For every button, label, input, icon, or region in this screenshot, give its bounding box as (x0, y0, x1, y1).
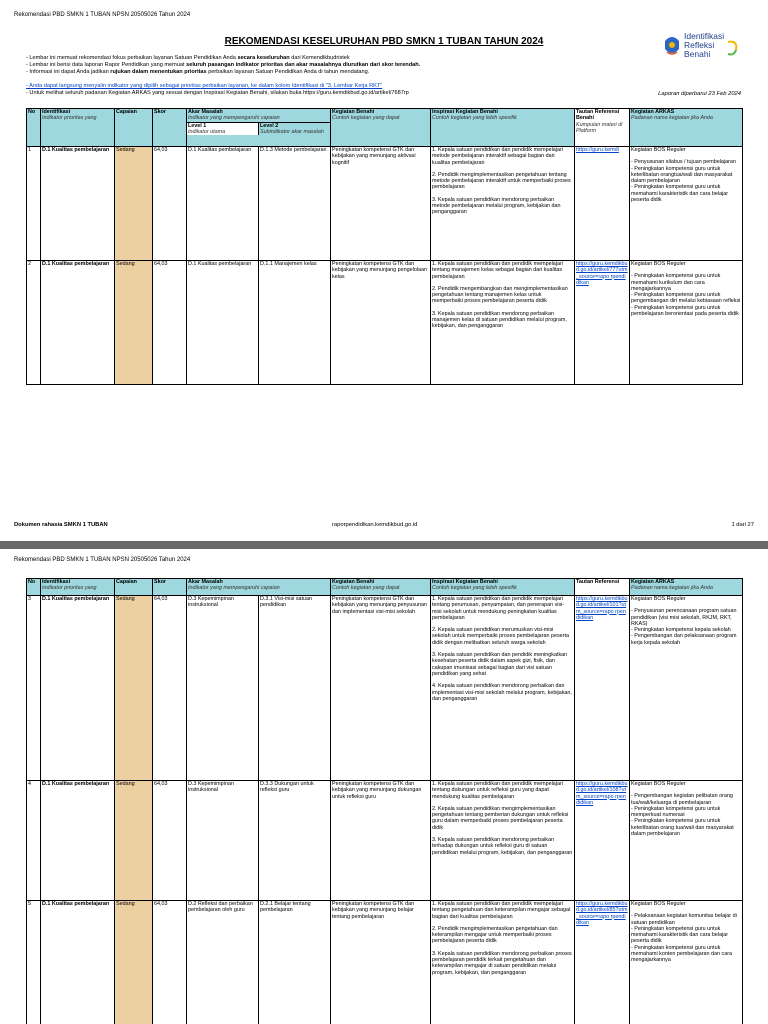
row-level-1: D.3 Kepemimpinan instruksional (187, 781, 259, 901)
row-skor: 64,03 (153, 261, 187, 385)
note-1: - Lembar ini memuat rekomendasi fokus perbaikan layanan Satuan Pendidikan Anda secara keseluruhan dari Kemendikbudristek (26, 55, 350, 61)
col-kegiatan: Kegiatan Benahi Contoh kegiatan yang dapat (331, 109, 431, 147)
table-row (27, 596, 743, 781)
footer-left: Dokumen rahasia SMKN 1 TUBAN (14, 522, 108, 528)
row-tautan-link[interactable]: https://guru.kemdikbud.go.id/artikel/85?utm_source=rapo rpendidikan (575, 901, 630, 1024)
logo-icon (662, 35, 682, 61)
row-identifikasi: D.1 Kualitas pembelajaran (41, 147, 115, 261)
row-identifikasi: D.1 Kualitas pembelajaran (41, 781, 115, 901)
document-header: Rekomendasi PBD SMKN 1 TUBAN NPSN 20505026 Tahun 2024 (14, 12, 191, 18)
col-capaian: Capaian (115, 579, 153, 596)
col-tautan: Tautan Referensi (575, 579, 630, 596)
col-level-2: Level 2 Subindikator akar masalah (258, 123, 330, 136)
row-capaian: Sedang (115, 781, 153, 901)
row-no: 5 (27, 901, 41, 1024)
instruction-links (26, 83, 586, 97)
link-arkas[interactable]: - Untuk melihat seluruh padanan Kegiatan ARKAS yang sesuai dengan Inspirasi Kegiatan Benahi, silakan buka https://guru.kemdikbud.go.id/artikel/7687rp (26, 89, 409, 96)
row-tautan-link[interactable]: https://guru.kemdikbud.go.id/artikel/101?utm_source=rapo rpendidikan (575, 596, 630, 781)
row-capaian: Sedang (115, 147, 153, 261)
updated-date: Laporan diperbarui 23 Feb 2024 (658, 91, 741, 97)
row-no: 2 (27, 261, 41, 385)
row-skor: 64,03 (153, 596, 187, 781)
row-kegiatan: Peningkatan kompetensi GTK dan kebijakan yang menunjang pengelolaan kelas (331, 261, 431, 385)
recommendation-table-continued (26, 578, 743, 1024)
row-skor: 64,03 (153, 781, 187, 901)
row-kegiatan: Peningkatan kompetensi GTK dan kebijakan yang menunjang penyusunan dan implementasi visi-misi sekolah (331, 596, 431, 781)
table-row (27, 261, 743, 385)
row-capaian: Sedang (115, 261, 153, 385)
logo (662, 32, 742, 64)
row-tautan-link[interactable]: https://guru.kemdikbud.go.id/artikel/777utm_source=rapo rpendidikan (575, 261, 630, 385)
row-identifikasi: D.1 Kualitas pembelajaran (41, 901, 115, 1024)
row-inspirasi: 1. Kepala satuan pendidikan dan pendidik mempelajari tentang pengetahuan dan keterampilan mengajar sebagai bagian dari kualitas pembelajaran 2. Pendidik mengimplementasikan pengetahuan dan keterampilan mengajar untuk memperbaiki proses pembelajaran peserta didik 3. Kepala satuan pendidikan mendorong perbaikan proses pembelajaran pendidik terkait pengetahuan dan keterampilan mengajar di satuan pendidikan melalui program, kebijakan, dan penganggaran (431, 901, 575, 1024)
row-identifikasi: D.1 Kualitas pembelajaran (41, 596, 115, 781)
logo-swirl-icon (726, 38, 740, 58)
notes-list (26, 55, 586, 75)
col-arkas: Kegiatan ARKAS Padanan nama kegiatan jika Anda (630, 579, 743, 596)
row-kegiatan: Peningkatan kompetensi GTK dan kebijakan yang menunjang dukungan untuk refleksi guru (331, 781, 431, 901)
logo-line-3: Benahi (684, 49, 711, 59)
row-skor: 64,03 (153, 901, 187, 1024)
row-inspirasi: 1. Kepala satuan pendidikan dan pendidik mempelajari metode pembelajaran interaktif sebagai bagian dari kualitas pembelajaran 2. Pendidik mengimplementasikan pengetahuan tentang metode pembelajaran interaktif untuk memperbaiki proses pembelajaran 3. Kepala satuan pendidikan mendorong perbaikan metode pembelajaran melalui program, kebijakan dan penganggaran (431, 147, 575, 261)
note-2: - Lembar ini berisi data laporan Rapor Pendidikan yang memuat seluruh pasangan indikator prioritas dan akar masalahnya diurutkan dari skor terendah. (26, 61, 421, 68)
page-title: REKOMENDASI KESELURUHAN PBD SMKN 1 TUBAN TAHUN 2024 (224, 36, 544, 47)
col-skor: Skor (153, 109, 187, 147)
col-identifikasi: Identifikasi Indikator prioritas yang (41, 579, 115, 596)
col-skor: Skor (153, 579, 187, 596)
row-arkas: Kegiatan BOS Reguler - Penyusunan silabus / tujuan pembelajaran - Peningkatan kompetensi guru untuk keterlibatan orangtua/wali dan masyarakat dalam pembelajaran - Peningkatan kompetensi guru untuk memahami karakteristik dan cara belajar peserta didik (630, 147, 743, 261)
row-kegiatan: Peningkatan kompetensi GTK dan kebijakan yang menunjang aktivasi kognitif (331, 147, 431, 261)
recommendation-table (26, 108, 743, 385)
row-no: 1 (27, 147, 41, 261)
col-inspirasi: Inspirasi Kegiatan Benahi Contoh kegiatan yang lebih spesifik (431, 109, 575, 147)
col-inspirasi: Inspirasi Kegiatan Benahi Contoh kegiatan yang lebih spesifik (431, 579, 575, 596)
row-level-1: D.3 Kepemimpinan instruksional (187, 596, 259, 781)
row-skor: 64,03 (153, 147, 187, 261)
row-level-1: D.1 Kualitas pembelajaran (187, 261, 259, 385)
row-level-2: D.3.3 Dukungan untuk refleksi guru (259, 781, 331, 901)
col-no: No (27, 579, 41, 596)
row-kegiatan: Peningkatan kompetensi GTK dan kebijakan yang menunjang belajar tentang pembelajaran (331, 901, 431, 1024)
row-inspirasi: 1. Kepala satuan pendidikan dan pendidik mempelajari tentang perumusan, penyampaian, dan penerapan visi-misi sekolah untuk mendukung peningkatan kualitas pembelajaran 2. Kepala satuan pendidikan merumuskan visi-misi sekolah untuk memperbaiki proses pembelajaran peserta didik dengan melibatkan seluruh warga sekolah 3. Kepala satuan pendidikan dan pendidik meningkatkan kesehatan peserta didik dalam aspek gizi, fisik, dan cakupan imunisasi sebagai bagian dari visi satuan pendidikan yang sehat 4. Kepala satuan pendidikan mendorong perbaikan dan implementasi visi-misi sekolah melalui program, kebijakan, dan penganggaran (431, 596, 575, 781)
row-inspirasi: 1. Kepala satuan pendidikan dan pendidik mempelajari tentang manajemen kelas sebagai bagian dari kualitas pembelajaran 2. Pendidik mengembangkan dan mengimplementasikan pengetahuan tentang manajemen kelas untuk memperbaiki proses pembelajaran peserta didik 3. Kepala satuan pendidikan mendorong perbaikan manajemen kelas di satuan pendidikan melalui program, kebijakan, dan penganggaran (431, 261, 575, 385)
col-tautan: Tautan Referensi Benahi Kumpulan materi di Platform (575, 109, 630, 147)
col-akar-masalah: Akar Masalah Indikator yang mempengaruhi capaian Level 1 Indikator utama Level 2 Subindikator akar masalah (187, 109, 331, 147)
row-level-1: D.1 Kualitas pembelajaran (187, 147, 259, 261)
col-identifikasi: Identifikasi Indikator prioritas yang (41, 109, 115, 147)
footer-center: rapor​pendidikan.kemdikbud.go.id (332, 522, 418, 528)
row-tautan-link[interactable]: https://guru.kemdi (575, 147, 630, 261)
row-arkas: Kegiatan BOS Reguler - Peningkatan kompetensi guru untuk memahami kurikulum dan cara mengajarkannya - Peningkatan kompetensi guru untuk pengembangan diri melalui kebiasaan refleksi - Peningkatan kompetensi guru untuk pembelajaran berorientasi pada peserta didik (630, 261, 743, 385)
logo-line-2: Refleksi (684, 40, 715, 50)
row-capaian: Sedang (115, 596, 153, 781)
document-header: Rekomendasi PBD SMKN 1 TUBAN NPSN 20505026 Tahun 2024 (14, 557, 191, 563)
note-3: - Informasi ini dapat Anda jadikan rujukan dalam menentukan prioritas perbaikan layanan Satuan Pendidikan Anda di tahun mendatang. (26, 68, 370, 75)
col-akar-masalah: Akar Masalah Indikator yang mempengaruhi capaian (187, 579, 331, 596)
row-tautan-link[interactable]: https://guru.kemdikbud.go.id/artikel/108?utm_source=rapo rpendidikan (575, 781, 630, 901)
row-level-2: D.3.1 Visi-misi satuan pendidikan (259, 596, 331, 781)
col-level-1: Level 1 Indikator utama (188, 122, 226, 135)
table-row (27, 781, 743, 901)
table-row (27, 901, 743, 1024)
footer-page-number: 1 dari 27 (731, 522, 754, 528)
row-inspirasi: 1. Kepala satuan pendidikan dan pendidik mempelajari tentang dukungan untuk refleksi guru yang dapat mendukung kualitas pembelajaran 2. Kepala satuan pendidikan mengimplementasikan pengetahuan tentang pemberian dukungan untuk refleksi guru dalam memperbaiki proses pembelajaran peserta didik 3. Kepala satuan pendidikan mendorong perbaikan terhadap dukungan untuk refleksi guru di satuan pendidikan melalui program, kebijakan, dan penganggaran (431, 781, 575, 901)
col-kegiatan: Kegiatan Benahi Contoh kegiatan yang dapat (331, 579, 431, 596)
logo-line-1: Identifikasi (684, 31, 725, 41)
row-no: 3 (27, 596, 41, 781)
row-level-2: D.1.1 Manajemen kelas (259, 261, 331, 385)
col-arkas: Kegiatan ARKAS Padanan nama kegiatan jika Anda (630, 109, 743, 147)
col-capaian: Capaian (115, 109, 153, 147)
link-lembar-kerja[interactable]: - Anda dapat langsung menyalin indikator yang dipilih sebagai prioritas perbaikan layanan, ke dalam kolom Identifikasi di "3. Lembar Kerja RKT" (26, 83, 383, 89)
row-level-1: D.2 Refleksi dan perbaikan pembelajaran oleh guru (187, 901, 259, 1024)
col-no: No (27, 109, 41, 147)
row-level-2: D.2.1 Belajar tentang pembelajaran (259, 901, 331, 1024)
row-no: 4 (27, 781, 41, 901)
page-2 (0, 549, 768, 1024)
row-capaian: Sedang (115, 901, 153, 1024)
table-row (27, 147, 743, 261)
row-identifikasi: D.1 Kualitas pembelajaran (41, 261, 115, 385)
row-arkas: Kegiatan BOS Reguler - Pengembangan kegiatan pelibatan orang tua/wali/keluarga di pembelajaran - Peningkatan kompetensi guru untuk memperkuat numerasi - Peningkatan kompetensi guru untuk keterlibatan orang tua/wali dan masyarakat dalam pembelajaran (630, 781, 743, 901)
row-level-2: D.1.3 Metode pembelajaran (259, 147, 331, 261)
row-arkas: Kegiatan BOS Reguler - Pelaksanaan kegiatan komunitas belajar di satuan pendidikan - Peningkatan kompetensi guru untuk memahami karakteristik dan cara belajar peserta didik - Peningkatan kompetensi guru untuk memahami konten pembelajaran dan cara mengajarkannya (630, 901, 743, 1024)
row-arkas: Kegiatan BOS Reguler - Penyusunan perencanaan program satuan pendidikan (visi misi sekolah, RKJM, RKT, RKAS) - Peningkatan kompetensi kepala sekolah - Pengembangan dan pelaksanaan program kerja kepala sekolah (630, 596, 743, 781)
